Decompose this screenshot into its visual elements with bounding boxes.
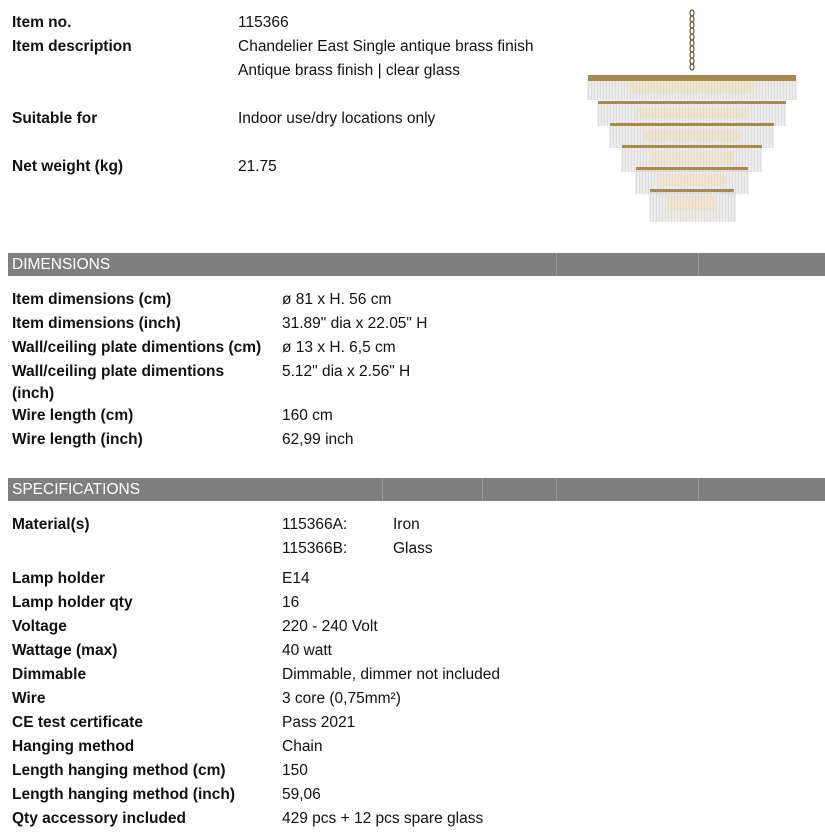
dimension-value: 62,99 inch — [282, 431, 354, 448]
header-divider — [698, 253, 699, 276]
spec-value: 16 — [282, 594, 300, 611]
dimension-label: Wall/ceiling plate dimentions (cm) — [12, 339, 262, 356]
item-no-value: 115366 — [238, 14, 289, 31]
spec-label: Qty accessory included — [12, 810, 187, 827]
specifications-section-header — [8, 478, 825, 501]
spec-label: Wire — [12, 690, 46, 707]
dimension-label: Item dimensions (inch) — [12, 315, 181, 332]
dimension-value: ø 81 x H. 56 cm — [282, 291, 392, 308]
dimensions-title: DIMENSIONS — [12, 256, 111, 273]
spec-value: E14 — [282, 570, 310, 587]
spec-value: Pass 2021 — [282, 714, 356, 731]
spec-label: Dimmable — [12, 666, 87, 683]
suitable-for-value: Indoor use/dry locations only — [238, 110, 436, 127]
header-divider — [556, 478, 557, 501]
header-divider — [698, 478, 699, 501]
dimension-value: ø 13 x H. 6,5 cm — [282, 339, 396, 356]
spec-label: Lamp holder qty — [12, 594, 133, 611]
spec-value: Dimmable, dimmer not included — [282, 666, 500, 683]
item-no-label: Item no. — [12, 14, 72, 31]
dimension-label: Wire length (cm) — [12, 407, 134, 424]
item-description-line-2: Antique brass finish | clear glass — [238, 62, 460, 79]
spec-value: 220 - 240 Volt — [282, 618, 378, 635]
suitable-for-label: Suitable for — [12, 110, 98, 127]
net-weight-value: 21.75 — [238, 158, 277, 175]
item-description-label: Item description — [12, 38, 132, 55]
dimension-label: Item dimensions (cm) — [12, 291, 172, 308]
material-code: 115366A: — [282, 516, 348, 533]
spec-value: 3 core (0,75mm²) — [282, 690, 401, 707]
dimension-label: Wire length (inch) — [12, 431, 143, 448]
header-divider — [482, 478, 483, 501]
dimension-label: Wall/ceiling plate dimentions (inch) — [12, 363, 225, 402]
material-name: Glass — [393, 540, 433, 557]
dimensions-section-header — [8, 253, 825, 276]
specifications-title: SPECIFICATIONS — [12, 481, 141, 498]
spec-value: Chain — [282, 738, 323, 755]
spec-label: Length hanging method (inch) — [12, 786, 235, 803]
dimension-value: 160 cm — [282, 407, 333, 424]
spec-label: Length hanging method (cm) — [12, 762, 226, 779]
net-weight-label: Net weight (kg) — [12, 158, 124, 175]
spec-label: Wattage (max) — [12, 642, 118, 659]
spec-label: Voltage — [12, 618, 67, 635]
header-divider — [382, 478, 383, 501]
spec-label: Hanging method — [12, 738, 135, 755]
materials-label: Material(s) — [12, 516, 90, 533]
chandelier-icon — [582, 8, 802, 228]
item-description-line-1: Chandelier East Single antique brass finish — [238, 38, 534, 55]
spec-label: CE test certificate — [12, 714, 143, 731]
header-divider — [556, 253, 557, 276]
spec-label: Lamp holder — [12, 570, 106, 587]
spec-value: 429 pcs + 12 pcs spare glass — [282, 810, 484, 827]
spec-value: 40 watt — [282, 642, 332, 659]
spec-value: 59,06 — [282, 786, 321, 803]
material-name: Iron — [393, 516, 420, 533]
spec-value: 150 — [282, 762, 308, 779]
dimension-value: 31.89" dia x 22.05" H — [282, 315, 428, 332]
material-code: 115366B: — [282, 540, 348, 557]
dimension-value: 5.12" dia x 2.56" H — [282, 363, 411, 380]
